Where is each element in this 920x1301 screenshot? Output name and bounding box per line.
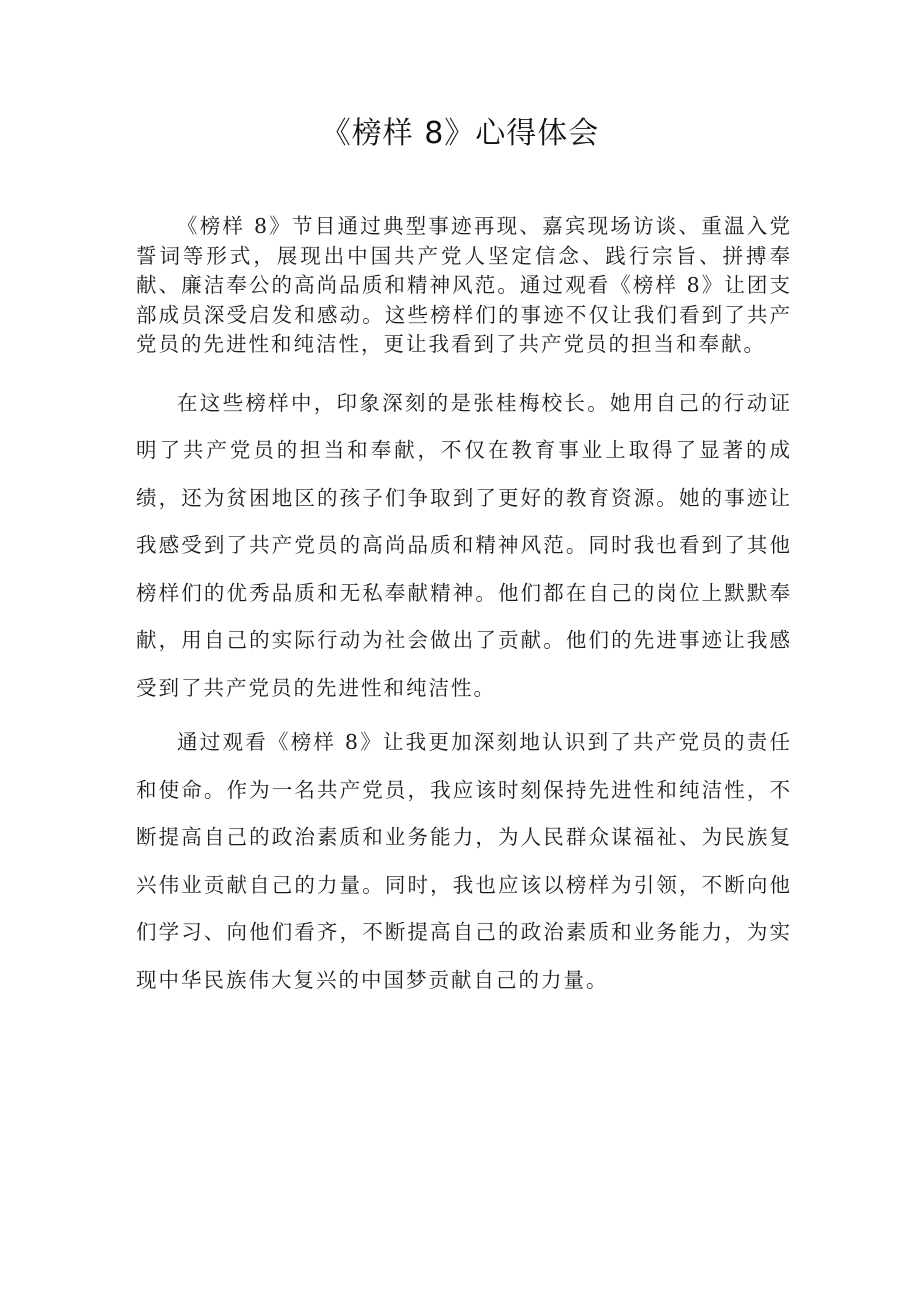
- document-title: 《榜样 8》心得体会: [320, 116, 600, 151]
- document-body: [136, 212, 792, 1004]
- paragraph-intro: 《榜样 8》节目通过典型事迹再现、嘉宾现场访谈、重温入党誓词等形式，展现出中国共产党人坚定信念、践行宗旨、拼搏奉献、廉洁奉公的高尚品质和精神风范。通过观看《榜样 8》让团支部成员深受启发和感动。这些榜样们的事迹不仅让我们看到了共产党员的先进性和纯洁性，更让我看到了共产党员的担当和奉献。: [136, 214, 792, 356]
- paragraph-reflection: 通过观看《榜样 8》让我更加深刻地认识到了共产党员的责任和使命。作为一名共产党员，我应该时刻保持先进性和纯洁性，不断提高自己的政治素质和业务能力，为人民群众谋福祉、为民族复兴伟业贡献自己的力量。同时，我也应该以榜样为引领，不断向他们学习、向他们看齐，不断提高自己的政治素质和业务能力，为实现中华民族伟大复兴的中国梦贡献自己的力量。: [136, 730, 792, 992]
- paragraph-zhang-guimei: 在这些榜样中，印象深刻的是张桂梅校长。她用自己的行动证明了共产党员的担当和奉献，不仅在教育事业上取得了显著的成绩，还为贫困地区的孩子们争取到了更好的教育资源。她的事迹让我感受到了共产党员的高尚品质和精神风范。同时我也看到了其他榜样们的优秀品质和无私奉献精神。他们都在自己的岗位上默默奉献，用自己的实际行动为社会做出了贡献。他们的先进事迹让我感受到了共产党员的先进性和纯洁性。: [136, 390, 792, 700]
